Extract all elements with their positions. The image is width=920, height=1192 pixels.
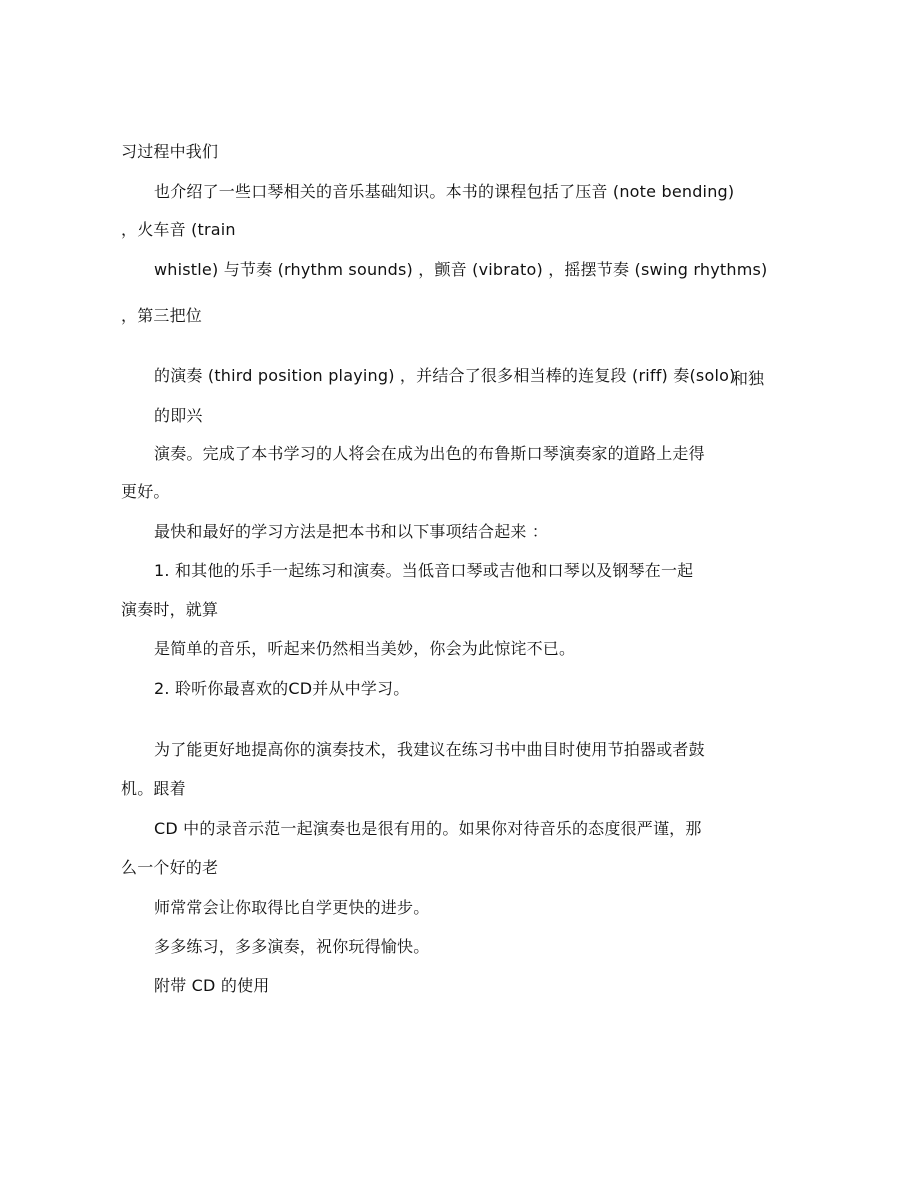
text-line-16: 机。跟着: [121, 779, 186, 798]
text-line-10: 最快和最好的学习方法是把本书和以下事项结合起来 ：: [154, 522, 549, 541]
text-line-17: CD 中的录音示范一起演奏也是很有用的。如果你对待音乐的态度很严谨，那: [154, 819, 702, 838]
text-line-6: 的演奏 (third position playing) ，并结合了很多相当棒的连复段 (riff) 奏(solo): [154, 366, 736, 385]
text-line-11: 1. 和其他的乐手一起练习和演奏。当低音口琴或吉他和口琴以及钢琴在一起: [154, 561, 694, 580]
text-line-20: 多多练习，多多演奏，祝你玩得愉快。: [154, 937, 430, 956]
text-line-15: 为了能更好地提高你的演奏技术，我建议在练习书中曲目时使用节拍器或者鼓: [154, 740, 705, 759]
text-line-2: 也介绍了一些口琴相关的音乐基础知识。本书的课程包括了压音 (note bending): [154, 182, 735, 201]
text-line-7: 的即兴: [154, 406, 203, 425]
text-line-21: 附带 CD 的使用: [154, 976, 270, 995]
text-line-5: ，第三把位: [121, 306, 203, 325]
text-line-1: 习过程中我们: [121, 142, 219, 161]
text-line-19: 师常常会让你取得比自学更快的进步。: [154, 898, 430, 917]
text-line-12: 演奏时，就算: [121, 600, 219, 619]
floating-word: 和独: [732, 369, 765, 388]
text-line-18: 么一个好的老: [121, 858, 219, 877]
text-line-3: ，火车音 (train: [121, 220, 236, 239]
text-line-9: 更好。: [121, 482, 170, 501]
text-line-14: 2. 聆听你最喜欢的CD并从中学习。: [154, 679, 410, 698]
text-line-4: whistle) 与节奏 (rhythm sounds) ，颤音 (vibrato) ，摇摆节奏 (swing rhythms): [154, 260, 768, 279]
text-line-13: 是简单的音乐，听起来仍然相当美妙，你会为此惊诧不已。: [154, 639, 576, 658]
text-line-8: 演奏。完成了本书学习的人将会在成为出色的布鲁斯口琴演奏家的道路上走得: [154, 444, 705, 463]
